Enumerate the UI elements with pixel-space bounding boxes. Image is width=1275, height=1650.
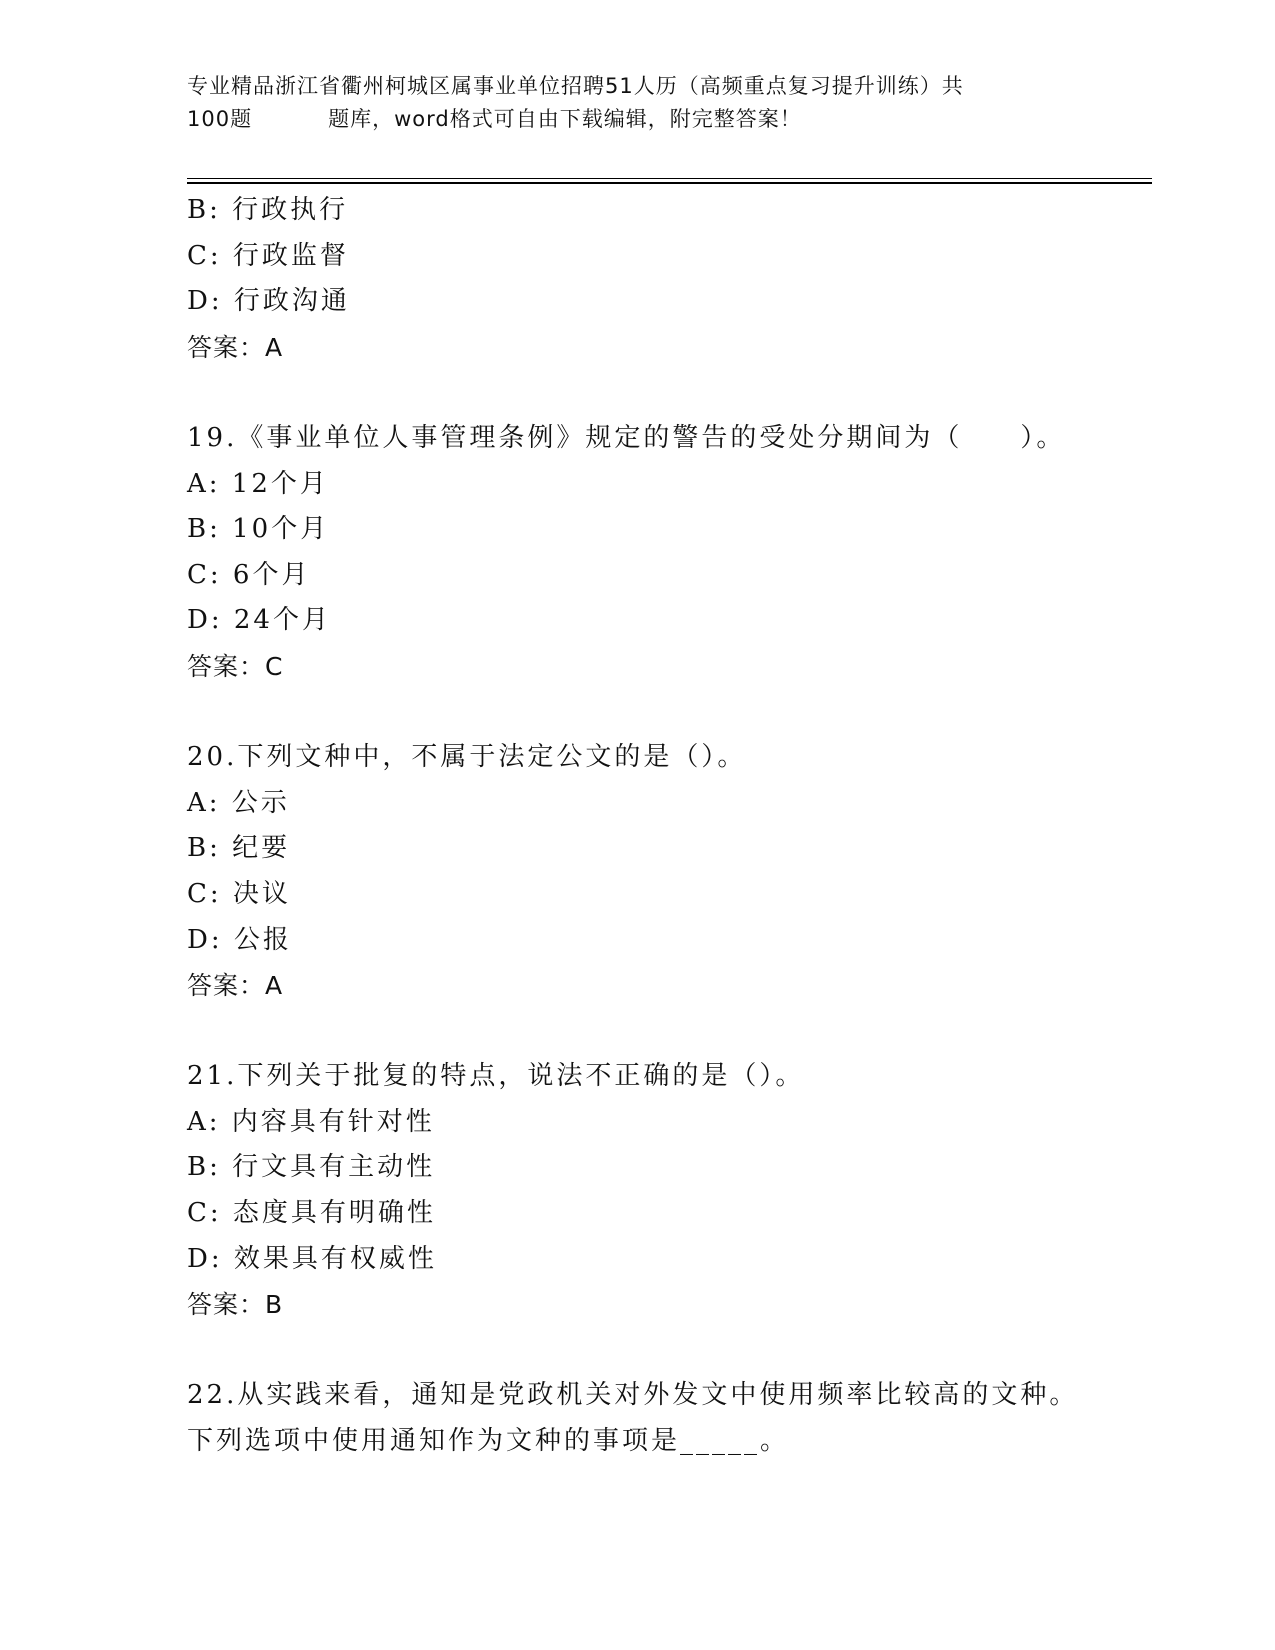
- option-a: A: 12个月: [187, 468, 329, 499]
- header-question-count: 100题: [187, 107, 253, 131]
- question-19: [187, 416, 1147, 690]
- question-stem-line2: 下列选项中使用通知作为文种的事项是_____。: [187, 1426, 790, 1457]
- option-b: B: 10个月: [187, 514, 330, 545]
- option-d: D: 行政沟通: [187, 286, 350, 317]
- header-title-line1: 专业精品浙江省衢州柯城区属事业单位招聘51人历（高频重点复习提升训练）共: [187, 74, 964, 98]
- document-header: [187, 70, 1087, 136]
- option-a: A: 公示: [187, 787, 290, 818]
- option-c: C: 决议: [187, 878, 291, 909]
- question-stem: 20.下列文种中，不属于法定公文的是（）。: [187, 742, 747, 773]
- option-d: D: 24个月: [187, 605, 331, 636]
- question-22: [187, 1373, 1147, 1464]
- question-list: [187, 188, 1147, 1465]
- option-b: B: 行文具有主动性: [187, 1152, 436, 1183]
- question-21: [187, 1054, 1147, 1328]
- question-20: [187, 735, 1147, 1009]
- option-c: C: 态度具有明确性: [187, 1198, 436, 1229]
- option-c: C: 行政监督: [187, 240, 349, 271]
- answer-line: 答案：A: [187, 971, 284, 1001]
- answer-line: 答案：B: [187, 1290, 284, 1320]
- header-title-line2: [187, 103, 1087, 136]
- question-stem: 21.下列关于批复的特点，说法不正确的是（）。: [187, 1061, 805, 1092]
- option-d: D: 公报: [187, 924, 292, 955]
- option-c: C: 6个月: [187, 559, 311, 590]
- question-18-continued: [187, 188, 1147, 370]
- question-stem: 19.《事业单位人事管理条例》规定的警告的受处分期间为（ ）。: [187, 422, 1066, 453]
- option-b: B: 行政执行: [187, 195, 349, 225]
- option-a: A: 内容具有针对性: [187, 1106, 435, 1137]
- header-divider-thin: [187, 178, 1152, 179]
- answer-line: 答案：C: [187, 651, 284, 681]
- header-description: 题库，word格式可自由下载编辑，附完整答案！: [328, 107, 802, 131]
- header-divider-thick: [187, 182, 1152, 184]
- option-d: D: 效果具有权威性: [187, 1243, 437, 1274]
- answer-line: 答案：A: [187, 332, 284, 362]
- option-b: B: 纪要: [187, 833, 291, 864]
- question-stem-line1: 22.从实践来看，通知是党政机关对外发文中使用频率比较高的文种。: [187, 1380, 1079, 1411]
